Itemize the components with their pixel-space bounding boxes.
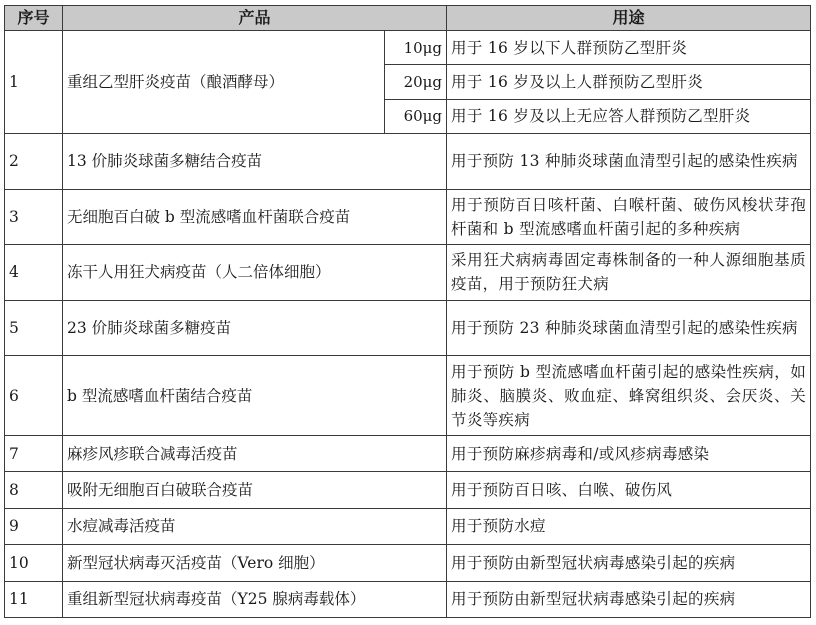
header-product: 产品 — [63, 6, 447, 31]
row-product: 无细胞百白破 b 型流感嗜血杆菌联合疫苗 — [63, 189, 447, 245]
row-product: 麻疹风疹联合减毒活疫苗 — [63, 436, 447, 472]
row-product: 13 价肺炎球菌多糖结合疫苗 — [63, 134, 447, 190]
table-row — [5, 581, 811, 617]
row-index: 6 — [5, 356, 63, 436]
row-index: 11 — [5, 581, 63, 617]
table-row — [5, 508, 811, 544]
row-index: 8 — [5, 472, 63, 508]
row-index: 3 — [5, 189, 63, 245]
row-product: b 型流感嗜血杆菌结合疫苗 — [63, 356, 447, 436]
table-row — [5, 436, 811, 472]
row-product: 冻干人用狂犬病疫苗（人二倍体细胞） — [63, 245, 447, 301]
table-row — [5, 545, 811, 581]
table-row — [5, 31, 811, 65]
row-index: 9 — [5, 508, 63, 544]
row-product: 吸附无细胞百白破联合疫苗 — [63, 472, 447, 508]
row-use: 用于预防 13 种肺炎球菌血清型引起的感染性疾病 — [447, 134, 811, 190]
row-product: 水痘减毒活疫苗 — [63, 508, 447, 544]
row-use: 用于预防由新型冠状病毒感染引起的疾病 — [447, 545, 811, 581]
header-index: 序号 — [5, 6, 63, 31]
dose-cell: 60μg — [385, 99, 447, 133]
table-row — [5, 134, 811, 190]
row-use: 采用狂犬病病毒固定毒株制备的一种人源细胞基质疫苗，用于预防狂犬病 — [447, 245, 811, 301]
dose-cell: 10μg — [385, 31, 447, 65]
dose-cell: 20μg — [385, 65, 447, 99]
row-use: 用于预防百日咳杆菌、白喉杆菌、破伤风梭状芽孢杆菌和 b 型流感嗜血杆菌引起的多种疾病 — [447, 189, 811, 245]
row-index: 1 — [5, 31, 63, 134]
header-use: 用途 — [447, 6, 811, 31]
table-row — [5, 245, 811, 301]
vaccine-product-table — [4, 5, 811, 618]
row-product: 23 价肺炎球菌多糖疫苗 — [63, 300, 447, 356]
row-product: 重组乙型肝炎疫苗（酿酒酵母） — [63, 31, 385, 134]
row-index: 2 — [5, 134, 63, 190]
row-product: 重组新型冠状病毒疫苗（Y25 腺病毒载体） — [63, 581, 447, 617]
row-use: 用于预防 b 型流感嗜血杆菌引起的感染性疾病，如肺炎、脑膜炎、败血症、蜂窝组织炎、会厌炎、关节炎等疾病 — [447, 356, 811, 436]
row-index: 4 — [5, 245, 63, 301]
table-row — [5, 300, 811, 356]
row-use: 用于预防百日咳、白喉、破伤风 — [447, 472, 811, 508]
row-use: 用于 16 岁及以上人群预防乙型肝炎 — [447, 65, 811, 99]
table-row — [5, 356, 811, 436]
row-product: 新型冠状病毒灭活疫苗（Vero 细胞） — [63, 545, 447, 581]
row-use: 用于预防麻疹病毒和/或风疹病毒感染 — [447, 436, 811, 472]
row-use: 用于 16 岁以下人群预防乙型肝炎 — [447, 31, 811, 65]
table-row — [5, 189, 811, 245]
row-use: 用于预防水痘 — [447, 508, 811, 544]
row-use: 用于 16 岁及以上无应答人群预防乙型肝炎 — [447, 99, 811, 133]
table-header-row — [5, 6, 811, 31]
table-row — [5, 472, 811, 508]
row-use: 用于预防 23 种肺炎球菌血清型引起的感染性疾病 — [447, 300, 811, 356]
row-index: 10 — [5, 545, 63, 581]
row-use: 用于预防由新型冠状病毒感染引起的疾病 — [447, 581, 811, 617]
row-index: 5 — [5, 300, 63, 356]
row-index: 7 — [5, 436, 63, 472]
